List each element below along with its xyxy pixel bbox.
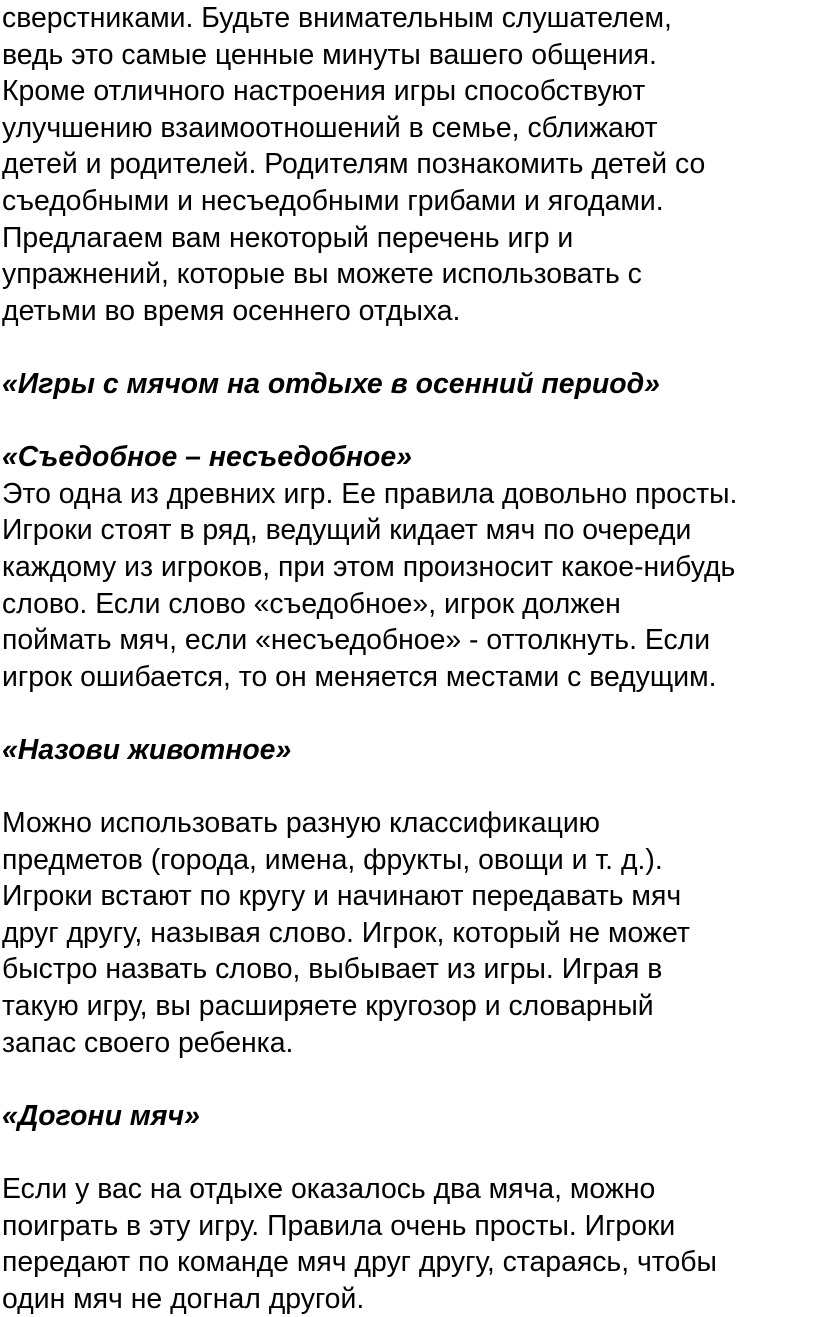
section-title: «Игры с мячом на отдыхе в осенний период» [2, 367, 660, 400]
game-edible-inedible [2, 439, 814, 695]
game-title: «Догони мяч» [2, 1099, 200, 1132]
text-line: ведь это самые ценные минуты вашего общения. [2, 38, 657, 71]
text-line: детьми во время осеннего отдыха. [2, 294, 461, 327]
text-line: Это одна из древних игр. Ее правила довольно просты. [2, 477, 738, 510]
text-line: один мяч не догнал другой. [2, 1282, 365, 1315]
text-line: каждому из игроков, при этом произносит какое-нибудь [2, 550, 736, 583]
game-name-animal [2, 732, 814, 1061]
text-line: улучшению взаимоотношений в семье, сближают [2, 111, 658, 144]
document-page [2, 0, 814, 1317]
text-line: съедобными и несъедобными грибами и ягодами. [2, 184, 664, 217]
intro-paragraph [2, 0, 814, 329]
text-line: Кроме отличного настроения игры способствуют [2, 75, 646, 108]
blank-line [2, 329, 814, 366]
text-line: упражнений, которые вы можете использовать с [2, 258, 642, 291]
blank-line [2, 1134, 814, 1171]
text-line: детей и родителей. Родителям познакомить детей со [2, 148, 706, 181]
game-title: «Назови животное» [2, 733, 292, 766]
text-line: запас своего ребенка. [2, 1026, 294, 1059]
text-line: Игроки встают по кругу и начинают передавать мяч [2, 880, 682, 913]
game-title: «Съедобное – несъедобное» [2, 441, 412, 474]
text-line: Игроки стоят в ряд, ведущий кидает мяч по очереди [2, 514, 692, 547]
text-line: быстро назвать слово, выбывает из игры. Играя в [2, 953, 663, 986]
text-line: предметов (города, имена, фрукты, овощи и т. д.). [2, 843, 663, 876]
text-line: Предлагаем вам некоторый перечень игр и [2, 221, 574, 254]
text-line: передают по команде мяч друг другу, стараясь, чтобы [2, 1246, 717, 1279]
game-catch-ball [2, 1098, 814, 1317]
text-line: сверстниками. Будьте внимательным слушателем, [2, 2, 672, 34]
text-line: поиграть в эту игру. Правила очень просты. Игроки [2, 1209, 676, 1242]
blank-line [2, 768, 814, 805]
text-line: Можно использовать разную классификацию [2, 807, 600, 840]
blank-line [2, 695, 814, 732]
text-line: друг другу, называя слово. Игрок, который не может [2, 916, 690, 949]
blank-line [2, 1061, 814, 1098]
text-line: слово. Если слово «съедобное», игрок должен [2, 587, 621, 620]
text-line: Если у вас на отдыхе оказалось два мяча, можно [2, 1173, 656, 1205]
text-line: такую игру, вы расширяете кругозор и словарный [2, 990, 654, 1023]
blank-line [2, 403, 814, 440]
text-line: поймать мяч, если «несъедобное» - оттолкнуть. Если [2, 624, 711, 657]
text-line: игрок ошибается, то он меняется местами с ведущим. [2, 660, 717, 693]
